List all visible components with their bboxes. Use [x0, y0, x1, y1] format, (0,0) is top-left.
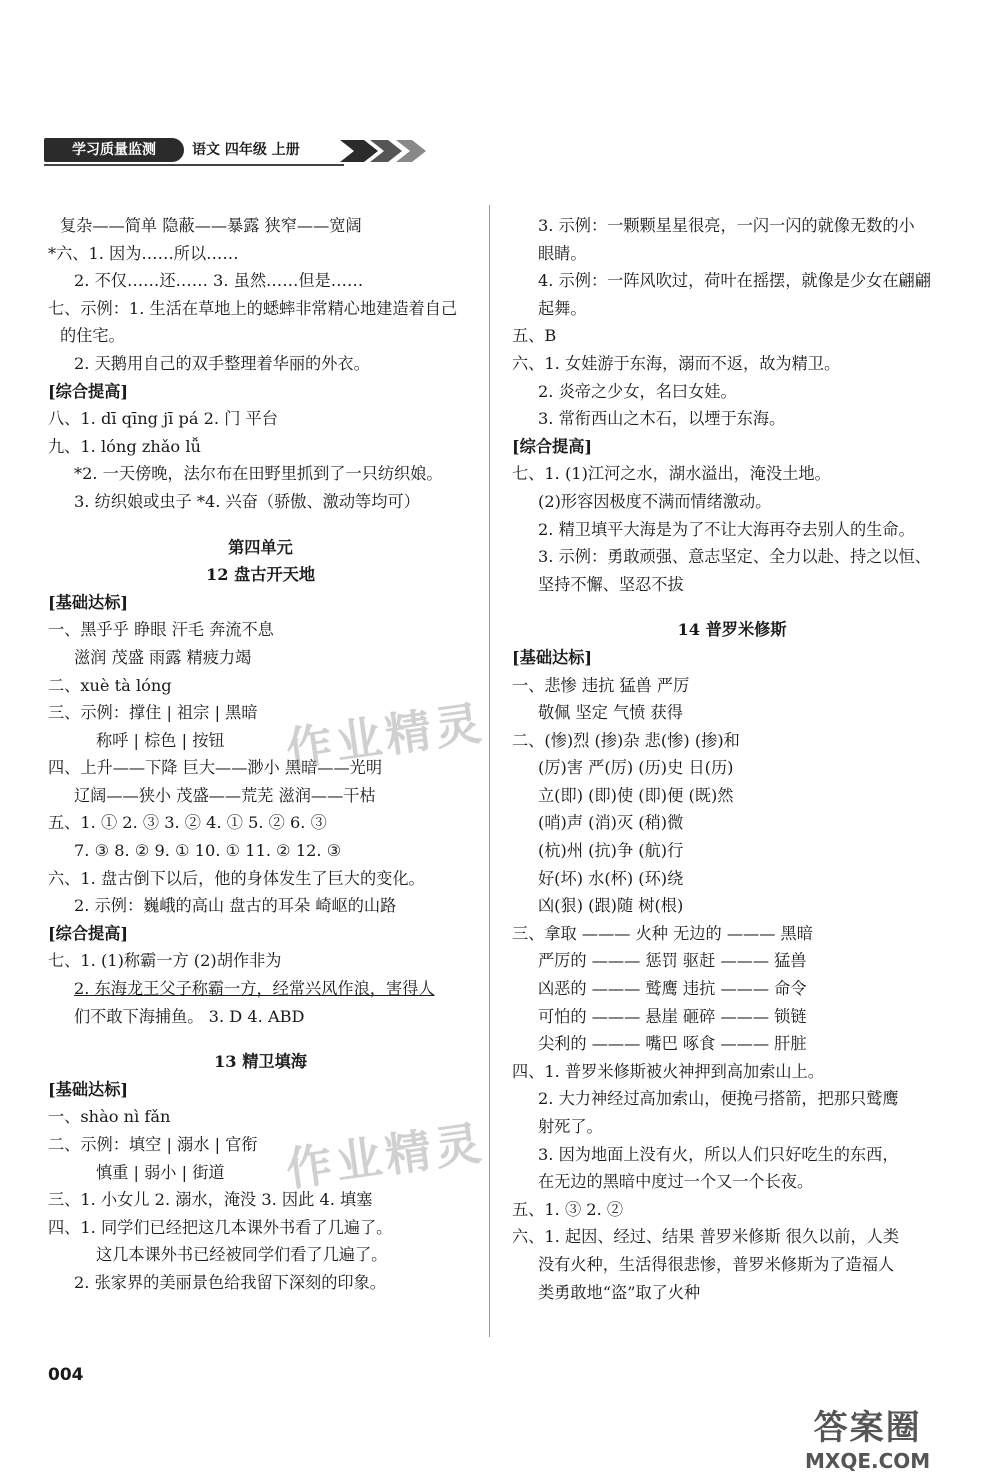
watermark: 作业精灵	[282, 1115, 489, 1197]
answer-line: 二、示例：填空 | 溺水 | 官衔	[48, 1135, 258, 1154]
answer-line: 2. 精卫填平大海是为了不让大海再夺去别人的生命。	[538, 519, 915, 539]
answer-line: 敬佩 坚定 气愤 获得	[538, 703, 683, 723]
answer-line: *2. 一天傍晚，法尔布在田野里抓到了一只纺织娘。	[74, 464, 443, 484]
answer-line	[48, 1030, 473, 1048]
answer-line: 在无边的黑暗中度过一个又一个长夜。	[538, 1172, 814, 1192]
answer-line: 七、1. (1)江河之水，湖水溢出，淹没土地。	[512, 464, 831, 484]
answer-line: 五、1. ① 2. ③ 3. ② 4. ① 5. ② 6. ③	[48, 813, 327, 833]
answer-line	[512, 598, 952, 616]
answer-line: (厉)害 严(厉) (历)史 日(历)	[538, 758, 734, 778]
site-logo-stamp	[805, 1400, 930, 1473]
answer-line: 七、示例：1. 生活在草地上的蟋蟀非常精心地建造着自己	[48, 298, 458, 318]
answer-line: 尖利的 ——— 嘴巴 啄食 ——— 肝脏	[538, 1034, 807, 1054]
answer-line: 一、悲惨 违抗 猛兽 严厉	[512, 675, 690, 695]
answer-line: 这几本课外书已经被同学们看了几遍了。	[96, 1245, 388, 1265]
answer-line: 好(坏) 水(杯) (环)绕	[538, 868, 684, 888]
answer-line: 3. 纺织娘或虫子 *4. 兴奋（骄傲、激动等均可）	[74, 491, 420, 511]
watermark: 作业精灵	[282, 695, 489, 777]
answer-line: 五、1. ③ 2. ②	[512, 1199, 624, 1219]
answer-line: 的住宅。	[60, 326, 125, 346]
answer-line: 没有火种，生活得很悲惨，普罗米修斯为了造福人	[538, 1254, 895, 1274]
answer-line: 2. 天鹅用自己的双手整理着华丽的外衣。	[74, 353, 370, 373]
answer-line: 四、1. 同学们已经把这几本课外书看了几遍了。	[48, 1217, 393, 1237]
answer-line: (杭)州 (抗)争 (航)行	[538, 841, 684, 861]
answer-line: 七、1. (1)称霸一方 (2)胡作非为	[48, 951, 282, 971]
answer-line: 六、1. 起因、经过、结果 普罗米修斯 很久以前，人类	[512, 1227, 900, 1247]
answer-line: 可怕的 ——— 悬崖 砸碎 ——— 锁链	[538, 1006, 807, 1026]
stamp-title: 答案圈	[813, 1408, 922, 1448]
series-tag: 学习质量监测	[44, 138, 184, 162]
answer-line: 二、(惨)烈 (掺)杂 悲(惨) (掺)和	[512, 730, 740, 750]
answer-line: 三、拿取 ——— 火种 无边的 ——— 黑暗	[512, 923, 813, 943]
answer-line: 起舞。	[538, 298, 587, 318]
answer-line: 3. 示例：一颗颗星星很亮，一闪一闪的就像无数的小	[538, 216, 915, 235]
answer-line: [基础达标]	[512, 647, 593, 667]
answer-line: 立(即) (即)使 (即)便 (既)然	[538, 785, 734, 805]
answer-line: 们不敢下海捕鱼。 3. D 4. ABD	[74, 1006, 305, 1026]
answer-line: 2. 示例：巍峨的高山 盘古的耳朵 崎岖的山路	[74, 896, 397, 916]
answer-line: 凶(狠) (跟)随 树(根)	[538, 896, 684, 916]
answer-line: 3. 常衔西山之木石，以堙于东海。	[538, 409, 786, 429]
answer-line: 凶恶的 ——— 鹫鹰 违抗 ——— 命令	[538, 979, 807, 999]
answer-line: 2. 不仅……还…… 3. 虽然……但是……	[74, 271, 364, 291]
answer-line: 2. 张家界的美丽景色给我留下深刻的印象。	[74, 1272, 386, 1292]
answer-line: 四、上升——下降 巨大——渺小 黑暗——光明	[48, 758, 383, 778]
subject-label: 语文 四年级 上册	[192, 142, 300, 158]
answer-line: 2. 大力神经过高加索山，便挽弓搭箭，把那只鹫鹰	[538, 1089, 899, 1109]
answer-line: [综合提高]	[48, 381, 129, 401]
answer-line: 4. 示例：一阵风吹过，荷叶在摇摆，就像是少女在翩翩	[538, 271, 931, 291]
answer-line: 滋润 茂盛 雨露 精疲力竭	[74, 647, 252, 667]
page-number: 004	[48, 1365, 84, 1385]
answer-line: [综合提高]	[48, 923, 129, 943]
answer-line: 六、1. 女娃游于东海，溺而不返，故为精卫。	[512, 353, 841, 373]
answer-line: 第四单元	[228, 537, 293, 557]
answer-line: [综合提高]	[512, 436, 593, 456]
answer-line: (2)形容因极度不满而情绪激动。	[538, 491, 772, 511]
answer-line: 六、1. 盘古倒下以后，他的身体发生了巨大的变化。	[48, 868, 425, 888]
answer-line: [基础达标]	[48, 1079, 129, 1099]
answer-line: 四、1. 普罗米修斯被火神押到高加索山上。	[512, 1061, 824, 1081]
answer-line: 八、1. dī qīng jī pá 2. 门 平台	[48, 409, 278, 429]
answer-line: 12 盘古开天地	[205, 565, 316, 585]
answer-line: 14 普罗米修斯	[677, 620, 787, 640]
answer-line: 13 精卫填海	[214, 1052, 307, 1072]
answer-line: 一、shào nì fǎn	[48, 1107, 171, 1127]
answer-line: *六、1. 因为……所以……	[48, 243, 239, 263]
answer-line: 2. 炎帝之少女，名曰女娃。	[538, 381, 737, 401]
answer-line: 射死了。	[538, 1117, 603, 1136]
answer-line: 三、1. 小女儿 2. 溺水，淹没 3. 因此 4. 填塞	[48, 1190, 373, 1210]
answer-line: 复杂——简单 隐蔽——暴露 狭窄——宽阔	[60, 216, 362, 235]
page-header	[44, 134, 404, 168]
answer-line: 严厉的 ——— 惩罚 驱赶 ——— 猛兽	[538, 951, 807, 971]
answer-line: 3. 示例：勇敢顽强、意志坚定、全力以赴、持之以恒、	[538, 547, 931, 567]
answer-line: 2. 东海龙王父子称霸一方，经常兴风作浪，害得人	[74, 979, 435, 999]
answer-line: 类勇敢地“盗”取了火种	[538, 1282, 701, 1302]
answer-line: 二、xuè tà lóng	[48, 675, 172, 695]
chevron-arrows-icon	[340, 136, 440, 166]
answer-line: 眼睛。	[538, 243, 587, 263]
answer-line: 慎重 | 弱小 | 街道	[96, 1162, 225, 1182]
answer-line: 一、黑乎乎 睁眼 汗毛 奔流不息	[48, 620, 274, 640]
header-rule	[44, 164, 344, 166]
answer-line: 称呼 | 棕色 | 按钮	[96, 730, 225, 750]
answer-line: (哨)声 (消)灭 (稍)微	[538, 813, 684, 833]
answer-line: [基础达标]	[48, 592, 129, 612]
answer-line: 三、示例：撑住 | 祖宗 | 黑暗	[48, 703, 258, 723]
answer-line: 辽阔——狭小 茂盛——荒芜 滋润——干枯	[74, 785, 376, 805]
answer-line: 五、B	[512, 326, 557, 346]
answer-line: 坚持不懈、坚忍不拔	[538, 574, 684, 594]
answer-line: 九、1. lóng zhǎo lǚ	[48, 436, 201, 456]
stamp-url: MXQE.COM	[805, 1449, 931, 1473]
answer-line: 3. 因为地面上没有火，所以人们只好吃生的东西，	[538, 1144, 899, 1164]
column-divider	[489, 205, 490, 1337]
right-column	[512, 212, 952, 1306]
answer-line: 7. ③ 8. ② 9. ① 10. ① 11. ② 12. ③	[74, 841, 342, 861]
answer-line	[48, 516, 473, 534]
